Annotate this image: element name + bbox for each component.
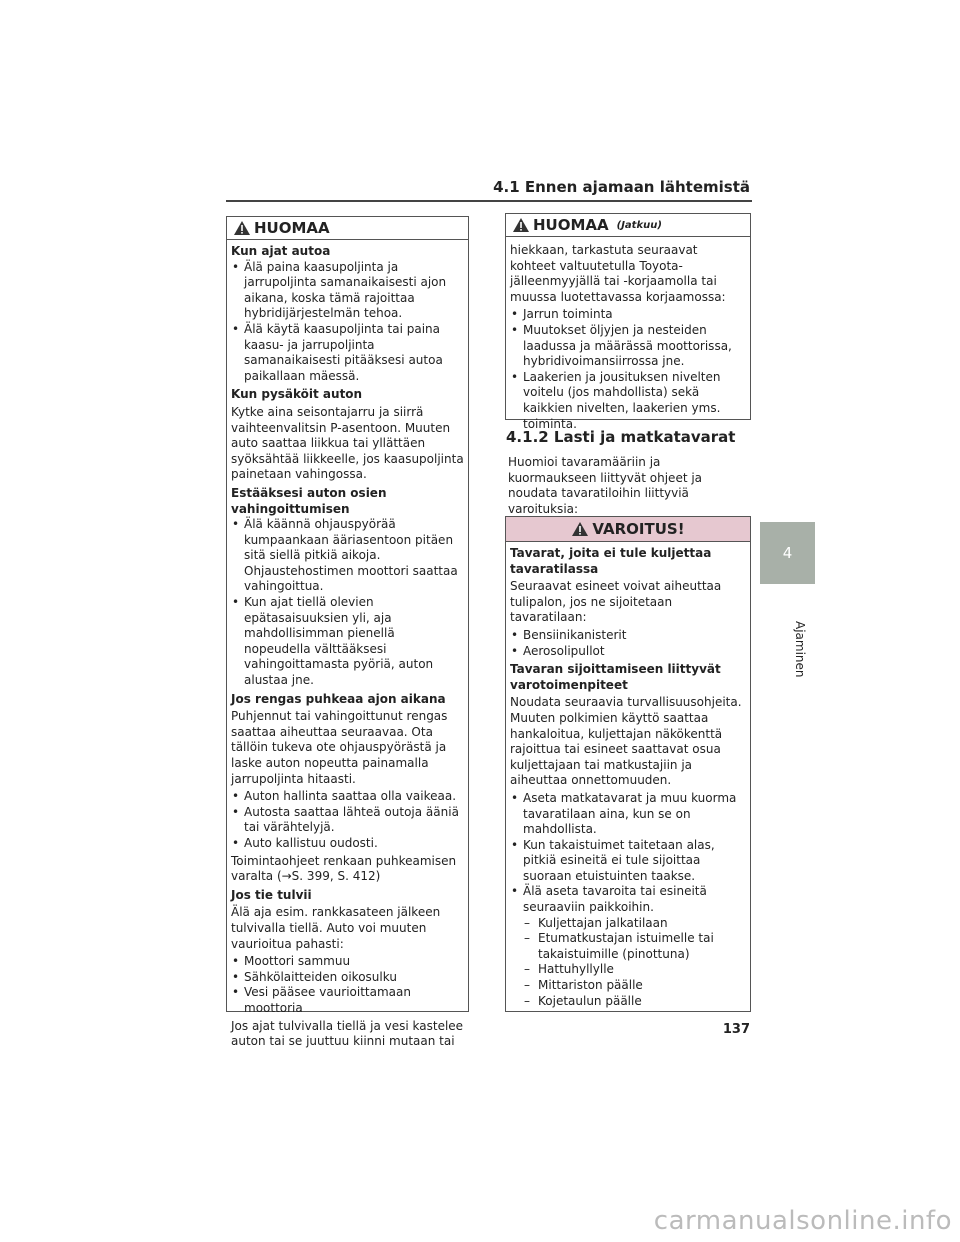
subheading: Tavarat, joita ei tule kuljettaa tavaratilassa (510, 546, 712, 576)
caution-box-left (226, 216, 469, 1049)
caution-body (227, 240, 468, 1056)
paragraph: Kytke aina seisontajarru ja siirrä vaihteenvalitsin P-asentoon. Muuten auto saattaa liikkua tai yllättäen syöksähtää liikkeelle, jos kaasupoljinta painetaan vahingossa. (231, 404, 464, 482)
warning-body (506, 542, 750, 1013)
bullet-item: • Sähkölaitteiden oikosulku (231, 970, 464, 986)
paragraph: Puhjennut tai vahingoittunut rengas saattaa aiheuttaa seuraavaa. Ota tällöin tukeva ote ohjauspyörästä ja laske auton nopeutta painamalla jarrupoljinta hitaasti. (231, 709, 448, 786)
paragraph: Älä aja esim. rankkasateen jälkeen tulvivalla tiellä. Auto voi muuten vaurioitua pahasti: (231, 905, 441, 951)
bullet-list (231, 260, 464, 385)
bullet-item: • Aerosolipullot (510, 644, 746, 660)
warning-heading: VAROITUS! (506, 517, 750, 542)
subheading: Kun pysäköit auton (231, 387, 363, 402)
bullet-item: • Älä käännä ohjauspyörää kumpaankaan ääriasentoon pitäen sitä siellä pitkiä aikoja. Ohjaustehostimen moottori saattaa vahingoittua. (231, 517, 464, 595)
header-title: 4.1 Ennen ajamaan lähtemistä (493, 178, 750, 196)
dash-item: – Kuljettajan jalkatilaan (510, 916, 746, 932)
warning-triangle-icon (233, 220, 251, 236)
subheading: Kun ajat autoa (231, 244, 331, 258)
page-number: 137 (722, 1022, 750, 1037)
warning-triangle-icon (571, 521, 589, 537)
section-title: 4.1.2 Lasti ja matkatavarat (506, 428, 736, 446)
bullet-list (231, 517, 464, 689)
caution-heading-continued: HUOMAA (Jatkuu) (506, 214, 750, 237)
bullet-list (510, 307, 746, 432)
caution-box-right (505, 213, 751, 431)
subheading: Tavaran sijoittamiseen liittyvät varotoimenpiteet (510, 662, 721, 692)
subheading: Estääksesi auton osien vahingoittumisen (231, 485, 387, 516)
bullet-list (231, 954, 464, 1016)
header-rule (226, 200, 752, 202)
bullet-item: • Laakerien ja jousituksen nivelten voitelu (jos mahdollista) sekä kaikkien nivelten, laakerien yms. toiminta. (510, 370, 746, 432)
watermark: carmanualsonline.info (653, 1206, 952, 1236)
bullet-item: • Bensiinikanisterit (510, 628, 746, 644)
bullet-item: • Kun takaistuimet taitetaan alas, pitkiä esineitä ei tule sijoittaa suoraan etuistuinten taakse. (510, 838, 746, 885)
bullet-list (510, 791, 746, 1009)
bullet-item: • Moottori sammuu (231, 954, 464, 970)
dash-item: – Etumatkustajan istuimelle tai takaistuimille (pinottuna) (510, 931, 746, 962)
paragraph: Toimintaohjeet renkaan puhkeamisen varalta (→S. 399, S. 412) (231, 853, 457, 884)
bullet-item: • Vesi pääsee vaurioittamaan moottoria (231, 985, 464, 1016)
caution-continued-body (506, 237, 750, 436)
bullet-list (510, 628, 746, 659)
continued-label: (Jatkuu) (616, 219, 662, 231)
bullet-item: • Älä aseta tavaroita tai esineitä seuraaviin paikkoihin. (510, 884, 746, 915)
paragraph: Seuraavat esineet voivat aiheuttaa tulipalon, jos ne sijoitetaan tavaratilaan: (510, 579, 722, 625)
bullet-list (231, 789, 464, 851)
bullet-item: • Älä käytä kaasupoljinta tai paina kaasu- ja jarrupoljinta samanaikaisesti pitääksesi autoa paikallaan mäessä. (231, 322, 464, 384)
paragraph: Jos ajat tulvivalla tiellä ja vesi kastelee auton tai se juuttuu kiinni mutaan tai (231, 1018, 464, 1049)
dash-item: – Hattuhyllylle (510, 962, 746, 978)
subheading: Jos rengas puhkeaa ajon aikana (231, 691, 446, 706)
warning-box (505, 516, 751, 1012)
paragraph: Noudata seuraavia turvallisuusohjeita. Muuten polkimien käyttö saattaa hankaloitua, kuljettajan näkökenttä rajoittua tai esineet saattavat osua kuljettajaan tai matkustajiin ja aiheuttaa onnettomuuden. (510, 695, 742, 788)
bullet-item: • Autosta saattaa lähteä outoja ääniä tai värähtelyjä. (231, 805, 464, 836)
bullet-item: • Auto kallistuu oudosti. (231, 836, 464, 852)
warning-triangle-icon (512, 217, 530, 233)
dash-item: – Mittariston päälle (510, 978, 746, 994)
dash-item: – Kojetaulun päälle (510, 994, 746, 1010)
paragraph: hiekkaan, tarkastuta seuraavat kohteet valtuutetulla Toyota-jälleenmyyjällä tai -korjaamolla tai muussa luotettavassa korjaamossa: (510, 243, 726, 304)
bullet-item: • Muutokset öljyjen ja nesteiden laadussa ja määrässä moottorissa, hybridivoimansiirrossa jne. (510, 323, 746, 370)
subheading: Jos tie tulvii (231, 887, 312, 902)
section-intro: Huomioi tavaramääriin ja kuormaukseen liittyvät ohjeet ja noudata tavaratiloihin liittyviä varoituksia: (508, 455, 703, 516)
bullet-item: • Älä paina kaasupoljinta ja jarrupoljinta samanaikaisesti ajon aikana, koska tämä rajoittaa hybridijärjestelmän tehoa. (231, 260, 464, 322)
chapter-tab-label: Ajaminen (793, 621, 807, 678)
bullet-item: • Jarrun toiminta (510, 307, 746, 323)
caution-heading: HUOMAA (227, 217, 468, 240)
bullet-item: • Auton hallinta saattaa olla vaikeaa. (231, 789, 464, 805)
chapter-tab[interactable]: 4 (760, 522, 815, 584)
bullet-item: • Aseta matkatavarat ja muu kuorma tavaratilaan aina, kun se on mahdollista. (510, 791, 746, 838)
bullet-item: • Kun ajat tiellä olevien epätasaisuuksien yli, aja mahdollisimman pienellä nopeudella välttääksesi vahingoittamasta pyöriä, auton alustaa jne. (231, 595, 464, 689)
